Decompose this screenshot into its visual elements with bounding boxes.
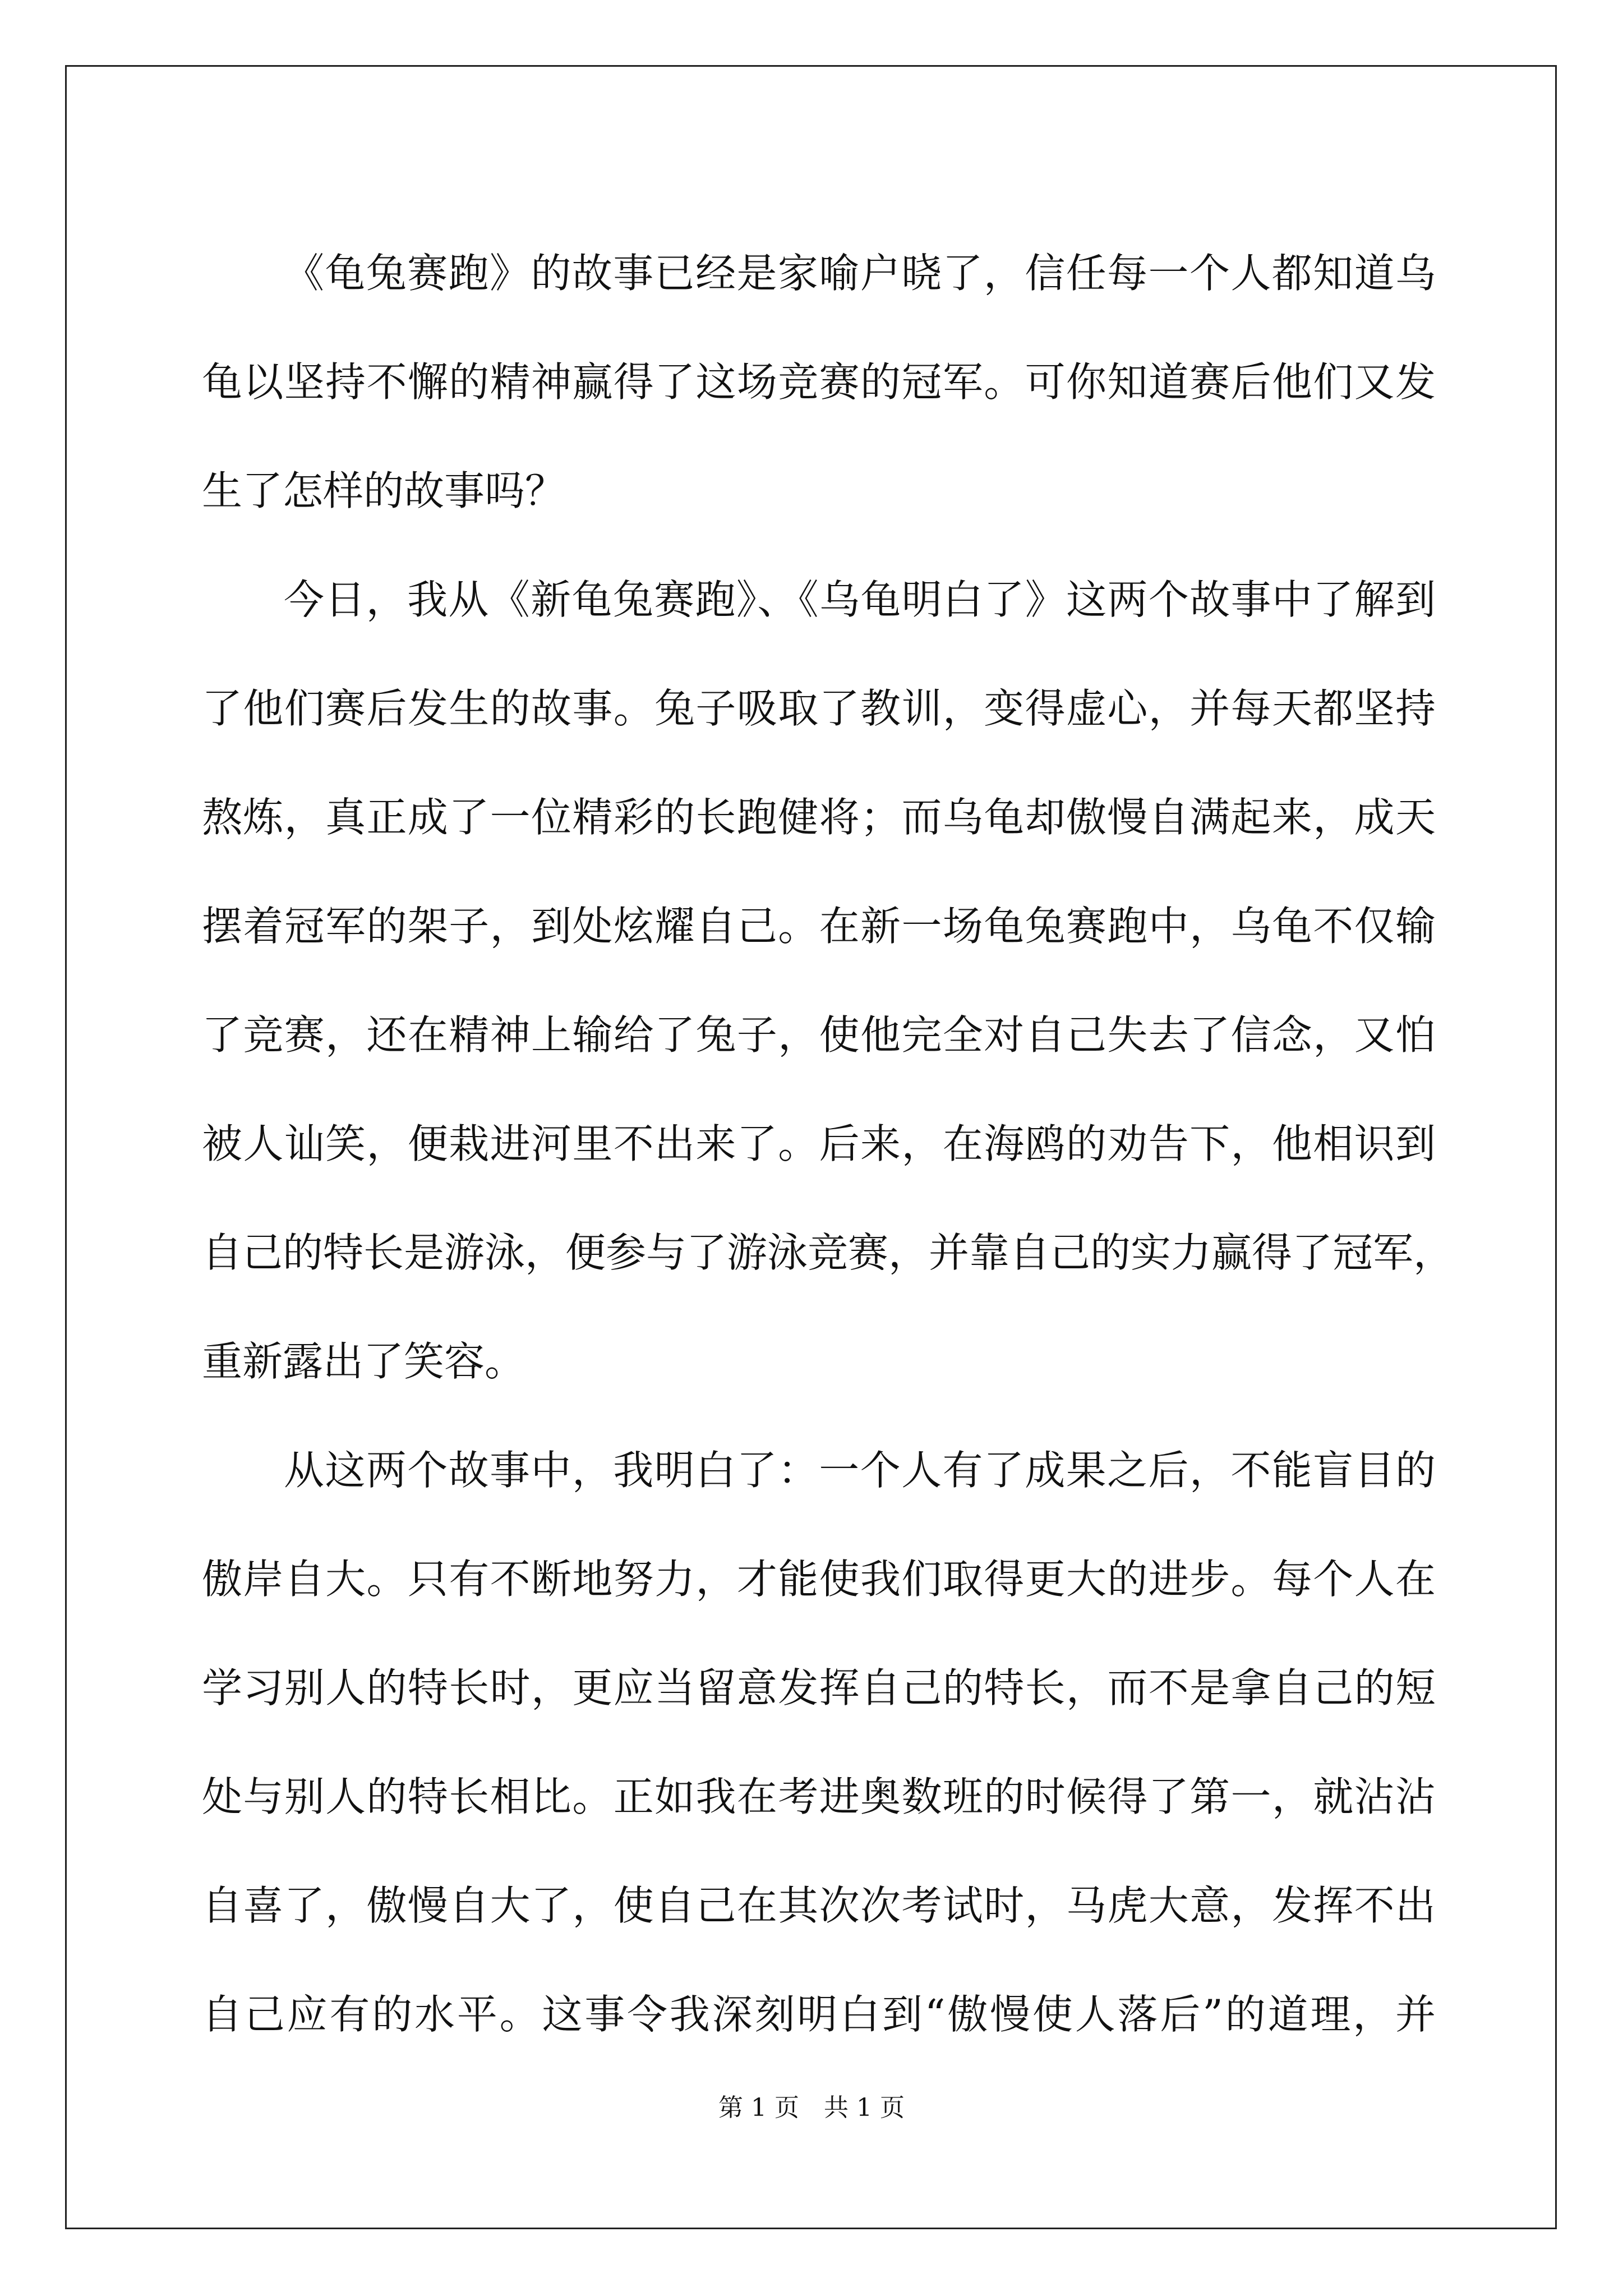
text-line: 龟以坚持不懈的精神赢得了这场竞赛的冠军。可你知道赛后他们又发: [202, 358, 1436, 406]
text-line: 了他们赛后发生的故事。兔子吸取了教训，变得虚心，并每天都坚持: [202, 685, 1436, 732]
paragraph-3: [202, 1416, 1436, 2069]
text-line: 生了怎样的故事吗？: [202, 467, 566, 514]
text-line: 摆着冠军的架子，到处炫耀自己。在新一场龟兔赛跑中，乌龟不仅输: [202, 903, 1436, 950]
text-line: 重新露出了笑容。: [202, 1338, 525, 1385]
text-line: 《龟兔赛跑》的故事已经是家喻户晓了，信任每一个人都知道乌: [284, 250, 1436, 297]
paragraph-2: [202, 545, 1454, 1416]
text-line: 熬炼，真正成了一位精彩的长跑健将；而乌龟却傲慢自满起来，成天: [202, 794, 1436, 841]
page-number: 第 1 页 共 1 页: [718, 2093, 905, 2122]
text-line: 自己应有的水平。这事令我深刻明白到“傲慢使人落后”的道理，并: [202, 1991, 1436, 2038]
text-line: 被人讪笑，便栽进河里不出来了。后来，在海鸥的劝告下，他相识到: [202, 1120, 1436, 1167]
text-line: 了竞赛，还在精神上输给了兔子，使他完全对自己失去了信念，又怕: [202, 1011, 1436, 1059]
paragraph-1: [202, 219, 1436, 545]
text-line: 学习别人的特长时，更应当留意发挥自己的特长，而不是拿自己的短: [202, 1664, 1436, 1711]
text-line: 傲岸自大。只有不断地努力，才能使我们取得更大的进步。每个人在: [202, 1556, 1436, 1603]
text-line: 处与别人的特长相比。正如我在考进奥数班的时候得了第一，就沾沾: [202, 1773, 1436, 1820]
text-line: 自喜了，傲慢自大了，使自己在其次次考试时，马虎大意，发挥不出: [202, 1882, 1436, 1929]
text-line: 今日，我从《新龟兔赛跑》、《乌龟明白了》这两个故事中了解到: [284, 576, 1436, 623]
text-line: 从这两个故事中，我明白了：一个人有了成果之后，不能盲目的: [284, 1447, 1436, 1494]
text-line: 自己的特长是游泳，便参与了游泳竞赛，并靠自己的实力赢得了冠军，: [202, 1229, 1454, 1276]
document-body: [202, 219, 1454, 2069]
